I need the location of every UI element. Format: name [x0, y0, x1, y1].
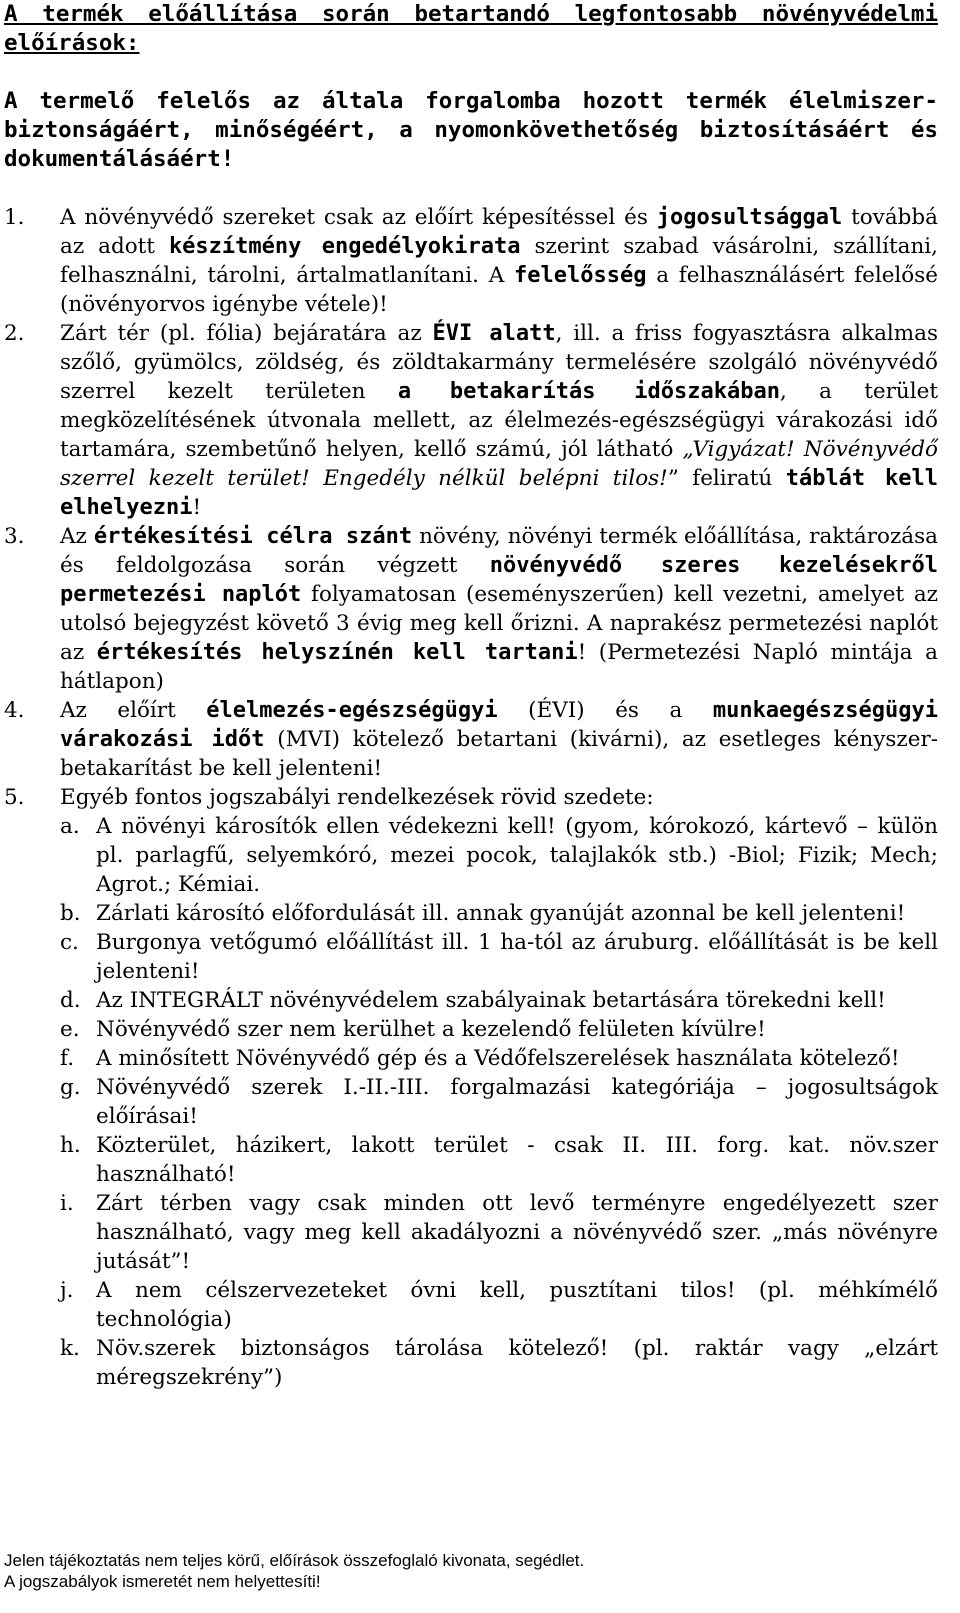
footer-disclaimer [4, 1550, 584, 1592]
rules-list [4, 203, 938, 1392]
sub-rule-letter: k. [60, 1336, 80, 1361]
footer-line-2: A jogszabályok ismeretét nem helyettesíti! [4, 1572, 321, 1591]
sub-rule-item [60, 1131, 938, 1189]
sub-rule-letter: g. [60, 1075, 81, 1100]
body-text: ” feliratú [667, 466, 786, 491]
body-text: ! [192, 495, 202, 520]
rule-number: 2. [4, 321, 25, 346]
footer-line-1: Jelen tájékoztatás nem teljes körű, előírások összefoglaló kivonata, segédlet. [4, 1551, 585, 1570]
sub-rule-text: Zárlati károsító előfordulását ill. annak gyanúját azonnal be kell jelenteni! [96, 901, 906, 926]
body-text: , a terület megközelítésének útvonala mellett, az élelmezés-egészségügyi várakozási idő tartamára, szembetűnő helyen, kellő számú, jól látható [60, 379, 938, 462]
sub-rule-text: Közterület, házikert, lakott terület - csak II. III. forg. kat. növ.szer használható! [96, 1133, 938, 1187]
emphasis-text: felelősség [514, 263, 647, 288]
sub-rule-item [60, 928, 938, 986]
rule-text [60, 698, 938, 781]
document-page [4, 0, 938, 1392]
rule-number: 5. [4, 785, 25, 810]
sub-rule-text: Növényvédő szer nem kerülhet a kezelendő felületen kívülre! [96, 1017, 766, 1042]
body-text: Az [60, 524, 94, 549]
sub-rule-text: Burgonya vetőgumó előállítást ill. 1 ha-tól az áruburg. előállítását is be kell jelenteni! [96, 930, 938, 984]
quoted-sign-text: „Vigyázat! Növényvédő szerrel kezelt terület! Engedély nélkül belépni tilos! [60, 437, 939, 491]
sub-rule-item [60, 899, 938, 928]
rule-text [60, 321, 938, 520]
rule-number: 4. [4, 698, 25, 723]
body-text: ! (Permetezési Napló mintája a hátlapon) [60, 640, 938, 694]
sub-rule-letter: i. [60, 1191, 74, 1216]
body-text: A növényvédő szereket csak az előírt képesítéssel és [60, 205, 657, 230]
intro-statement: A termelő felelős az általa forgalomba hozott termék élelmiszer-biztonságáért, minőségéért, a nyomonkövethetőség biztosításáért és dokumentálásáért! [4, 88, 938, 172]
rule-text [60, 205, 938, 317]
emphasis-text: ÉVI alatt [432, 321, 556, 346]
rule-text [60, 524, 938, 694]
sub-rule-letter: h. [60, 1133, 81, 1158]
rule-item [4, 203, 938, 319]
body-text: a felhasználásért felelősé (növényorvos igénybe vétele)! [60, 263, 938, 317]
sub-rule-letter: c. [60, 930, 79, 955]
sub-rule-item [60, 986, 938, 1015]
body-text: Az előírt [60, 698, 207, 723]
rule-number: 1. [4, 205, 25, 230]
body-text: továbbá az adott [60, 205, 938, 259]
emphasis-text: készítmény engedélyokirata [168, 234, 521, 259]
emphasis-text: növényvédő szeres kezelésekről permetezési naplót [60, 553, 938, 607]
emphasis-text: a betakarítás időszakában [397, 379, 780, 404]
body-text: (MVI) kötelező betartani (kivárni), az esetleges kényszer-betakarítást be kell jelenteni! [60, 727, 938, 781]
sub-rule-item [60, 1189, 938, 1276]
sub-rules-list [60, 812, 938, 1392]
sub-rule-letter: j. [60, 1278, 74, 1303]
body-text: folyamatosan (eseményszerűen) kell vezetni, amelyet az utolsó bejegyzést követő 3 évig meg kell őrizni. A naprakész permetezési naplót az [60, 582, 938, 665]
emphasis-text: értékesítés helyszínén kell tartani [96, 640, 578, 665]
sub-rule-letter: e. [60, 1017, 80, 1042]
sub-rule-text: A minősített Növényvédő gép és a Védőfelszerelések használata kötelező! [96, 1046, 900, 1071]
body-text: , ill. a friss fogyasztásra alkalmas szőlő, gyümölcs, zöldség, és zöldtakarmány termelésére szolgáló növényvédő szerrel kezelt területen [60, 321, 939, 404]
sub-rule-letter: b. [60, 901, 81, 926]
sub-rule-item [60, 1334, 938, 1392]
body-text: Zárt tér (pl. fólia) bejáratára az [60, 321, 433, 346]
rule-item [4, 319, 938, 522]
body-text: szerint szabad vásárolni, szállítani, felhasználni, tárolni, ártalmatlanítani. A [60, 234, 938, 288]
sub-rule-item [60, 812, 938, 899]
sub-rule-item [60, 1073, 938, 1131]
document-title: A termék előállítása során betartandó legfontosabb növényvédelmi előírások: [4, 1, 938, 56]
rule-item [4, 783, 938, 1392]
sub-rule-item [60, 1044, 938, 1073]
sub-rule-text: Zárt térben vagy csak minden ott levő terményre engedélyezett szer használható, vagy meg kell akadályozni a növényvédő szer. „más növényre jutását”! [96, 1191, 938, 1274]
rule-text [60, 785, 654, 810]
sub-rule-text: Növényvédő szerek I.-II.-III. forgalmazási kategóriája – jogosultságok előírásai! [96, 1075, 938, 1129]
sub-rule-letter: a. [60, 814, 80, 839]
sub-rule-text: A nem célszervezeteket óvni kell, pusztítani tilos! (pl. méhkímélő technológia) [96, 1278, 938, 1332]
body-text: (ÉVI) és a [497, 698, 713, 723]
rule-item [4, 696, 938, 783]
emphasis-text: munkaegészségügyi várakozási időt [60, 698, 938, 752]
body-text: Egyéb fontos jogszabályi rendelkezések rövid szedete: [60, 785, 654, 810]
sub-rule-text: Az INTEGRÁLT növényvédelem szabályainak betartására törekedni kell! [96, 988, 886, 1013]
sub-rule-letter: d. [60, 988, 81, 1013]
sub-rule-item [60, 1276, 938, 1334]
sub-rule-text: Növ.szerek biztonságos tárolása kötelező! (pl. raktár vagy „elzárt méregszekrény”) [96, 1336, 938, 1390]
sub-rule-letter: f. [60, 1046, 75, 1071]
emphasis-text: jogosultsággal [656, 205, 843, 230]
sub-rule-text: A növényi károsítók ellen védekezni kell! (gyom, kórokozó, kártevő – külön pl. parlagfű, selyemkóró, mezei pocok, talajlakók stb.) -Biol; Fizik; Mech; Agrot.; Kémiai. [96, 814, 938, 897]
rule-item [4, 522, 938, 696]
emphasis-text: értékesítési célra szánt [93, 524, 413, 549]
emphasis-text: élelmezés-egészségügyi [206, 698, 498, 723]
body-text: növény, növényi termék előállítása, raktározása és feldolgozása során végzett [60, 524, 938, 578]
emphasis-text: táblát kell elhelyezni [60, 466, 938, 520]
rule-number: 3. [4, 524, 25, 549]
sub-rule-item [60, 1015, 938, 1044]
